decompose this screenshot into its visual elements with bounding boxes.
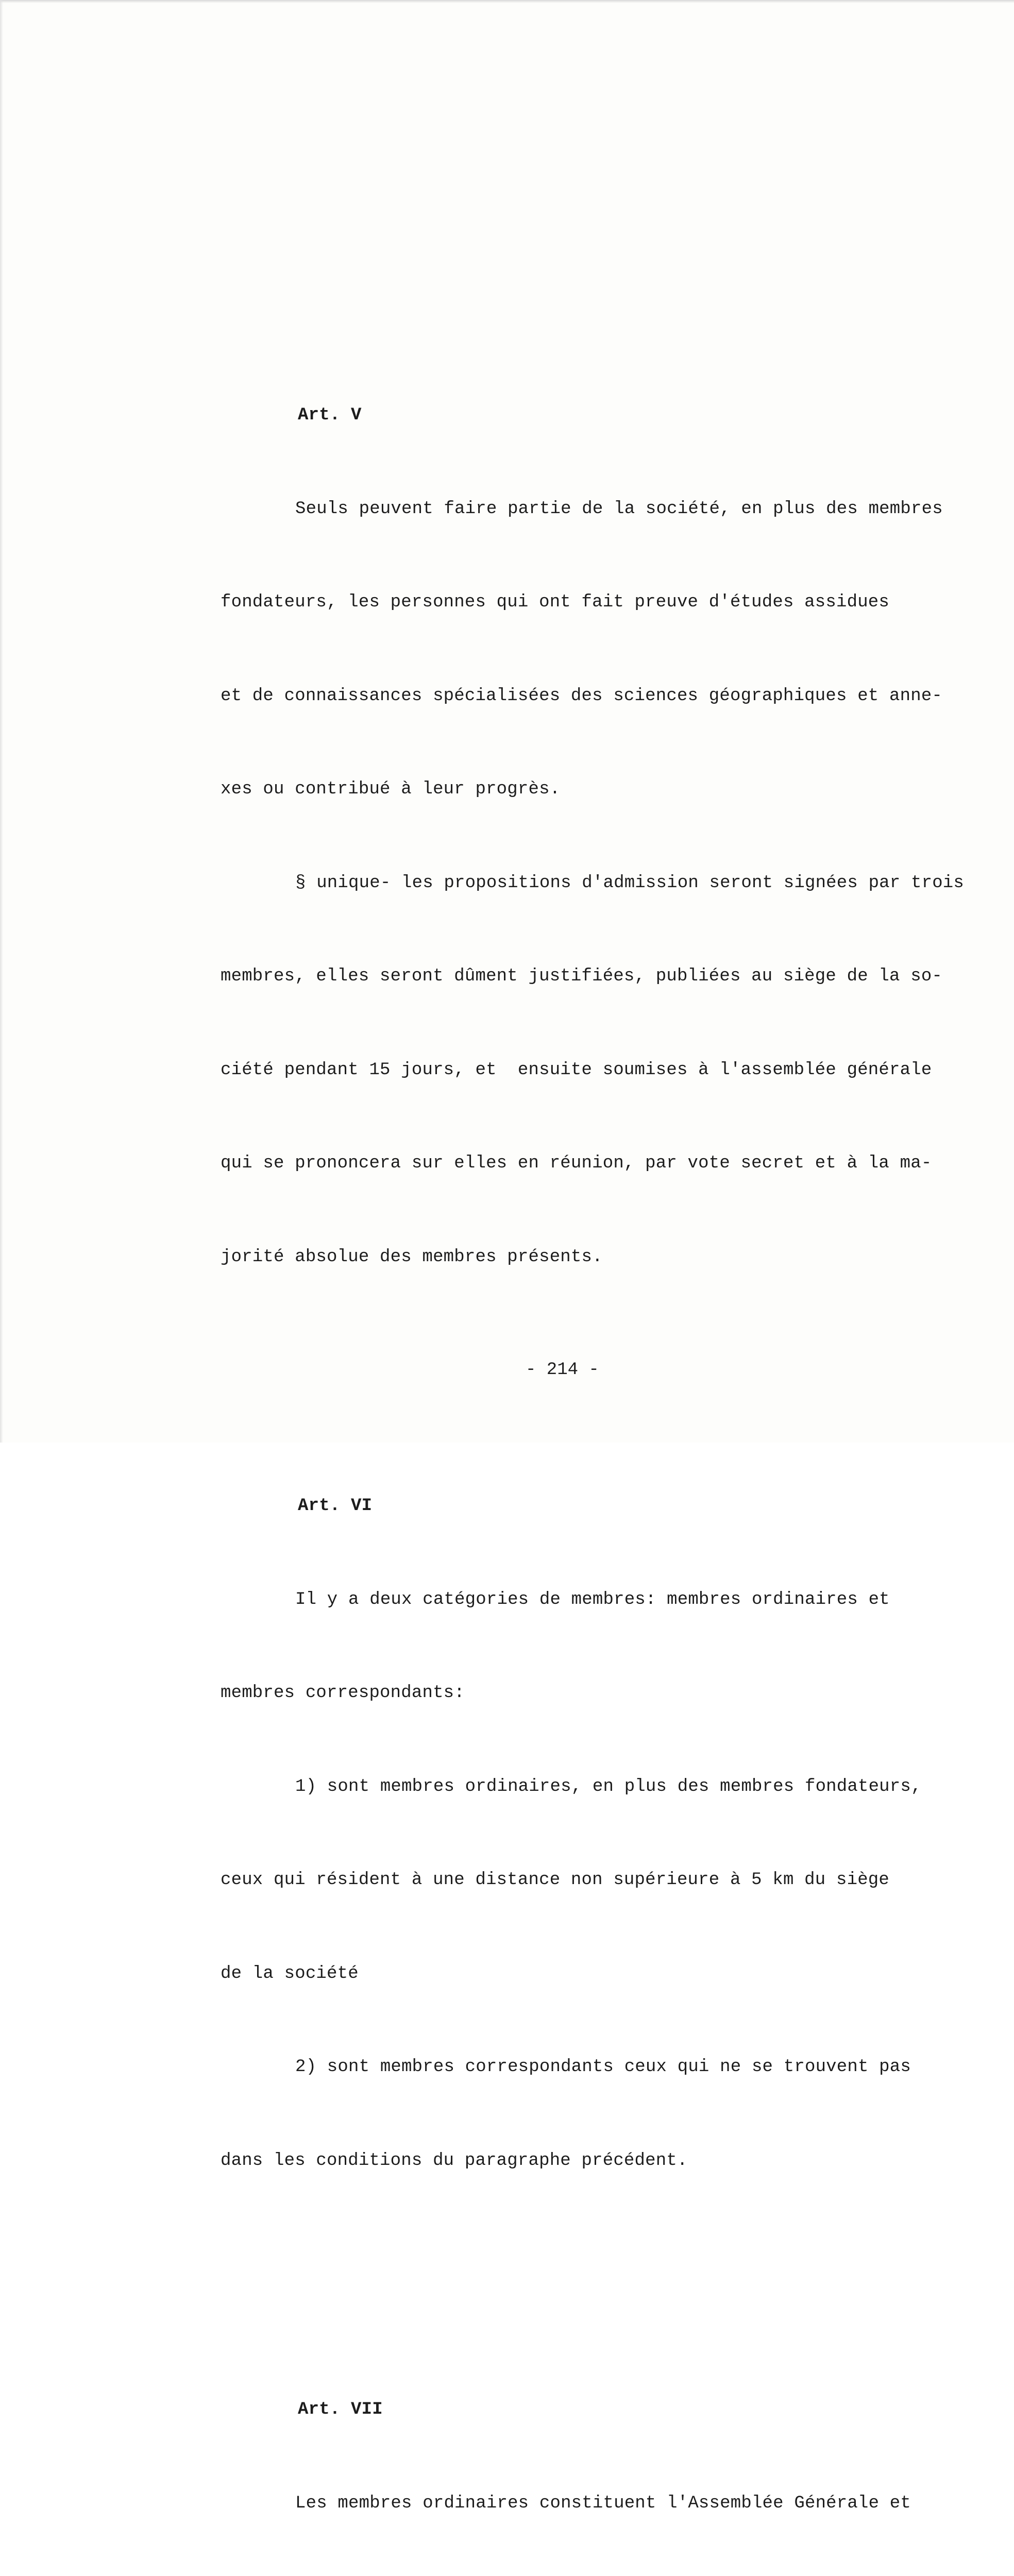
- text-line: membres correspondants:: [221, 1683, 465, 1703]
- text-line: Seuls peuvent faire partie de la société, en plus des membres: [295, 499, 943, 519]
- text-line: et de connaissances spécialisées des sciences géographiques et anne-: [221, 686, 943, 706]
- text-line: 2) sont membres correspondants ceux qui ne se trouvent pas: [295, 2057, 911, 2077]
- page-number: - 214 -: [526, 1360, 599, 1380]
- scan-edge-top: [0, 0, 1014, 3]
- paragraph-gap: [221, 2239, 993, 2269]
- text-line: dans les conditions du paragraphe précédent.: [221, 2150, 688, 2171]
- scan-edge-left: [0, 0, 3, 1443]
- text-line: Il y a deux catégories de membres: membres ordinaires et: [295, 1589, 890, 1609]
- document-body: [221, 275, 993, 2576]
- paragraph-gap: [221, 1335, 993, 1366]
- text-line: jorité absolue des membres présents.: [221, 1247, 603, 1267]
- text-line: de la société: [221, 1963, 359, 1984]
- text-line: xes ou contribué à leur progrès.: [221, 779, 561, 799]
- text-line: membres, elles seront dûment justifiées, publiées au siège de la so-: [221, 967, 943, 986]
- article-heading: Art. V: [298, 405, 362, 425]
- text-line: Les membres ordinaires constituent l'Assemblée Générale et: [295, 2493, 911, 2513]
- article-heading: Art. VII: [298, 2400, 383, 2419]
- text-line: § unique- les propositions d'admission seront signées par trois: [295, 873, 965, 893]
- text-line: ciété pendant 15 jours, et ensuite soumises à l'assemblée générale: [221, 1060, 932, 1080]
- text-line: fondateurs, les personnes qui ont fait preuve d'études assidues: [221, 592, 890, 612]
- article-heading: Art. VI: [298, 1496, 373, 1516]
- text-line: qui se prononcera sur elles en réunion, par vote secret et à la ma-: [221, 1154, 932, 1173]
- text-line: 1) sont membres ordinaires, en plus des membres fondateurs,: [295, 1776, 922, 1797]
- text-line: ceux qui résident à une distance non supérieure à 5 km du siège: [221, 1870, 890, 1890]
